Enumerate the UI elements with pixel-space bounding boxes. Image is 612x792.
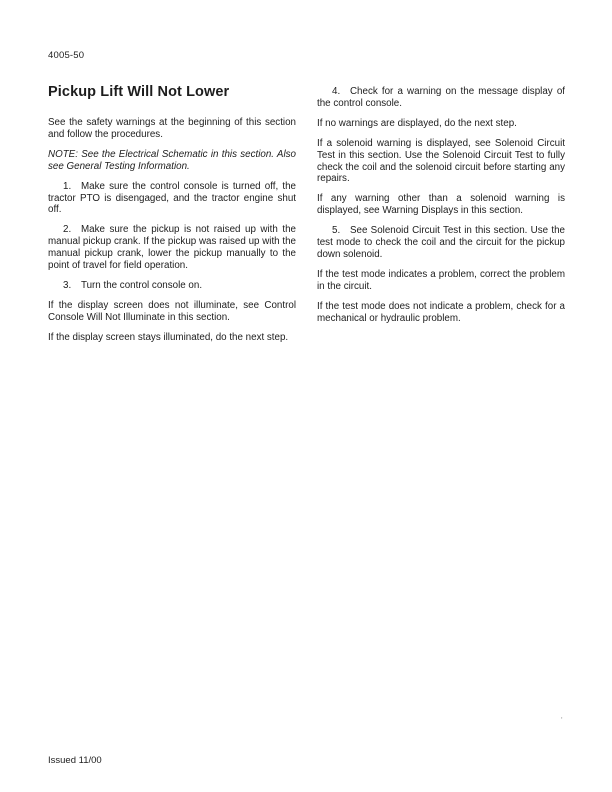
- paragraph-display-illuminated: If the display screen stays illuminated, do the next step.: [48, 331, 289, 343]
- paragraph-display-not-illuminate: If the display screen does not illuminate, see Control Console Will Not Illuminate in this section.: [48, 299, 296, 323]
- issue-date-footer: Issued 11/00: [48, 755, 102, 766]
- left-column: [48, 117, 296, 352]
- paragraph-step-1: 1. Make sure the control console is turned off, the tractor PTO is disengaged, and the tractor engine shut off.: [48, 180, 296, 216]
- paragraph-note: NOTE: See the Electrical Schematic in this section. Also see General Testing Information.: [48, 148, 296, 172]
- paragraph-step-4: 4. Check for a warning on the message display of the control console.: [317, 86, 565, 109]
- paragraph-test-mode-no-problem: If the test mode does not indicate a problem, check for a mechanical or hydraulic problem.: [317, 300, 565, 324]
- paragraph-no-warnings: If no warnings are displayed, do the next step.: [317, 117, 517, 129]
- paragraph-other-warning: If any warning other than a solenoid warning is displayed, see Warning Displays in this section.: [317, 193, 565, 217]
- paragraph-safety-warning: See the safety warnings at the beginning of this section and follow the procedures.: [48, 117, 296, 140]
- stray-scan-mark: ': [561, 716, 563, 725]
- paragraph-solenoid-warning: If a solenoid warning is displayed, see Solenoid Circuit Test in this section. Use the Solenoid Circuit Test to fully check the coil and the solenoid circuit before starting any repairs.: [317, 138, 565, 185]
- paragraph-test-mode-problem: If the test mode indicates a problem, correct the problem in the circuit.: [317, 268, 565, 292]
- paragraph-step-5: 5. See Solenoid Circuit Test in this section. Use the test mode to check the coil and the circuit for the pickup down solenoid.: [317, 225, 565, 260]
- page-number-header: 4005-50: [48, 50, 85, 61]
- right-column: [317, 86, 565, 333]
- section-title: Pickup Lift Will Not Lower: [48, 84, 230, 100]
- paragraph-step-2: 2. Make sure the pickup is not raised up with the manual pickup crank. If the pickup was raised up with the manual pickup crank, lower the pickup manually to the point of travel for field operation.: [48, 224, 296, 271]
- paragraph-step-3: 3. Turn the control console on.: [63, 279, 203, 291]
